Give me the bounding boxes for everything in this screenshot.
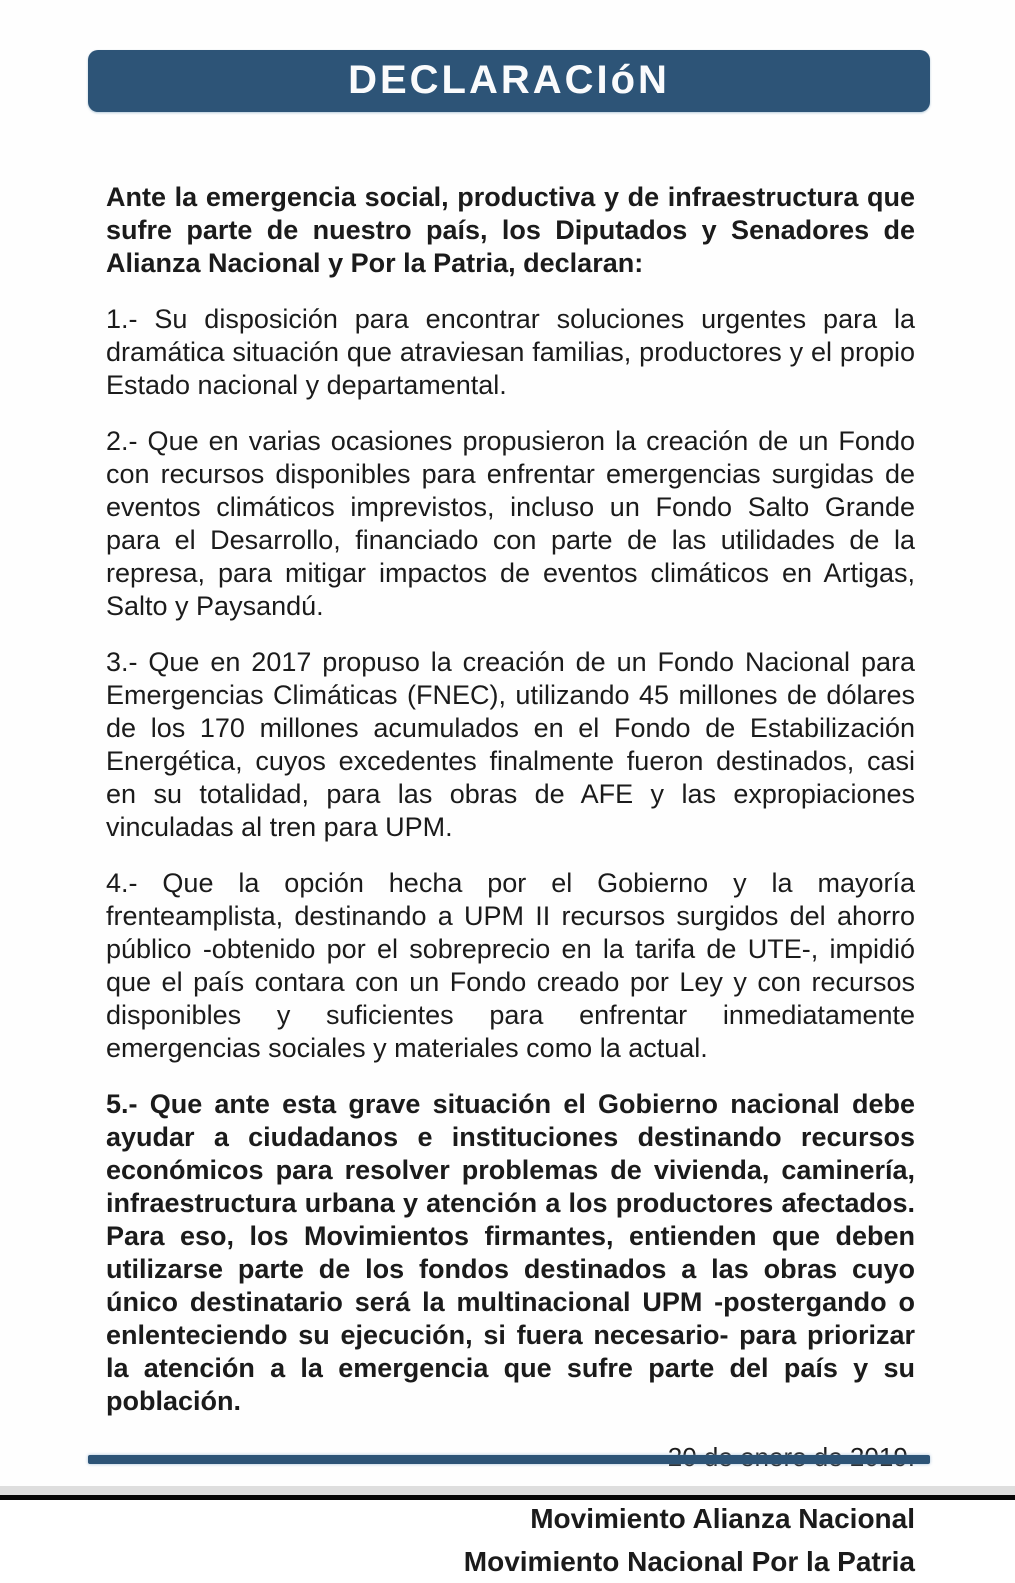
document-body xyxy=(88,181,930,1583)
paragraph-1: 1.- Su disposición para encontrar soluciones urgentes para la dramática situación que atraviesan familias, productores y el propio Estado nacional y departamental. xyxy=(106,304,915,400)
paragraph-4: 4.- Que la opción hecha por el Gobierno y la mayoría frenteamplista, destinando a UPM II recursos surgidos del ahorro público -obtenido por el sobreprecio en la tarifa de UTE-, impidió que el país contara con un Fondo creado por Ley y con recursos disponibles y suficientes para enfrentar inmediatamente emergencias sociales y materiales como la actual. xyxy=(106,868,915,1063)
photo-edge-gray-strip xyxy=(0,1486,1015,1495)
paragraph-5-emphasis: 5.- Que ante esta grave situación el Gobierno nacional debe ayudar a ciudadanos e instituciones destinando recursos económicos para resolver problemas de vivienda, caminería, infraestructura urbana y atención a los productores afectados. Para eso, los Movimientos firmantes, entienden que deben utilizarse parte de los fondos destinados a las obras cuyo único destinatario será la multinacional UPM -postergando o enlenteciendo su ejecución, si fuera necesario- para priorizar la atención a la emergencia que sufre parte del país y su población. xyxy=(106,1089,915,1416)
paragraph-2: 2.- Que en varias ocasiones propusieron la creación de un Fondo con recursos disponibles para enfrentar emergencias surgidas de eventos climáticos imprevistos, incluso un Fondo Salto Grande para el Desarrollo, financiado con parte de las utilidades de la represa, para mitigar impactos de eventos climáticos en Artigas, Salto y Paysandú. xyxy=(106,426,915,621)
paragraph-3: 3.- Que en 2017 propuso la creación de un Fondo Nacional para Emergencias Climáticas (FNEC), utilizando 45 millones de dólares de los 170 millones acumulados en el Fondo de Estabilización Energética, cuyos excedentes finalmente fueron destinados, casi en su totalidad, para las obras de AFE y las expropiaciones vinculadas al tren para UPM. xyxy=(106,647,915,842)
intro-paragraph: Ante la emergencia social, productiva y de infraestructura que sufre parte de nuestro país, los Diputados y Senadores de Alianza Nacional y Por la Patria, declaran: xyxy=(106,182,915,278)
photo-edge-black-strip xyxy=(0,1495,1015,1500)
signature-alianza-nacional: Movimiento Alianza Nacional xyxy=(530,1503,915,1534)
title-bar xyxy=(88,50,930,112)
signature-por-la-patria: Movimiento Nacional Por la Patria xyxy=(463,1546,915,1577)
signature-block xyxy=(106,1497,915,1583)
bottom-rule xyxy=(88,1455,930,1464)
document-title: DECLARACIóN xyxy=(348,58,670,102)
declaration-document xyxy=(88,50,930,1583)
